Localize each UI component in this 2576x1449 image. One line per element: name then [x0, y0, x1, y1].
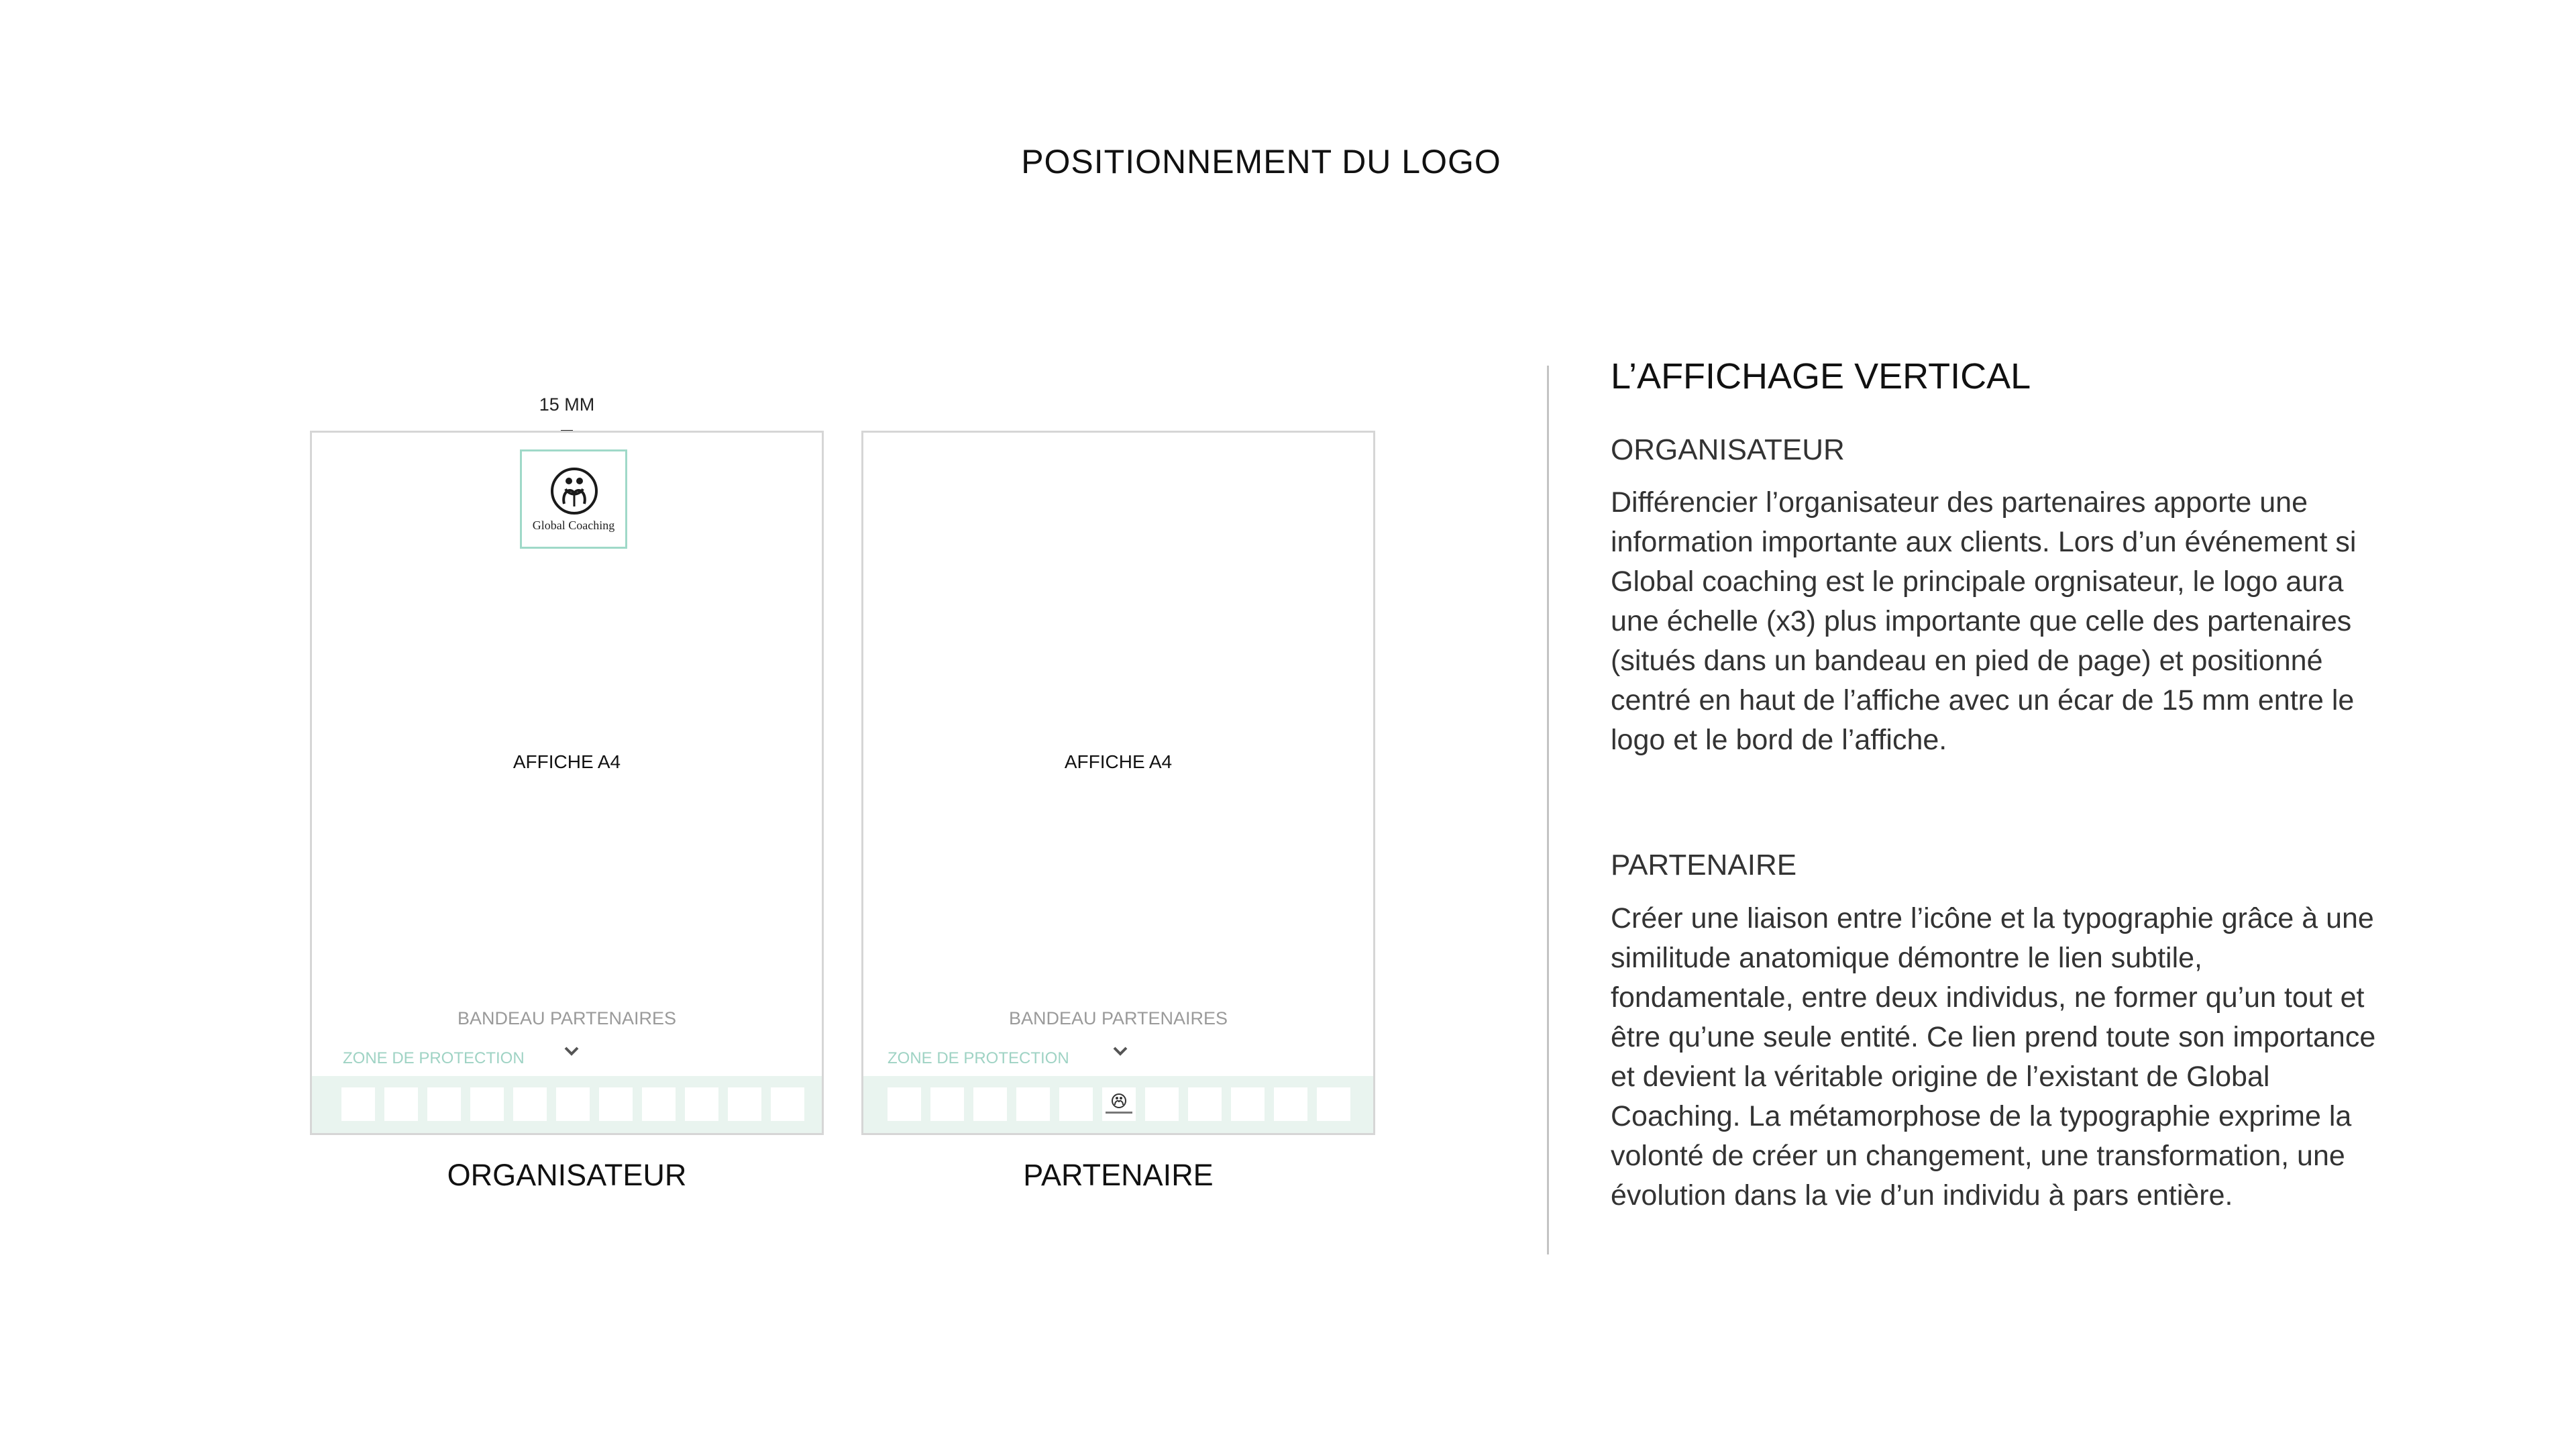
partner-slot	[1188, 1087, 1222, 1121]
partner-slot	[685, 1087, 718, 1121]
partner-slot	[888, 1087, 921, 1121]
global-coaching-mini-logo-icon	[1111, 1093, 1127, 1109]
page-title: POSITIONNEMENT DU LOGO	[1021, 143, 1501, 180]
partner-slot	[470, 1087, 504, 1121]
subheading-organisateur: ORGANISATEUR	[1611, 433, 1845, 466]
partner-slot	[384, 1087, 418, 1121]
partner-slot	[513, 1087, 547, 1121]
partner-slot	[771, 1087, 804, 1121]
poster-partenaire	[861, 431, 1375, 1135]
chevron-down-icon	[1109, 1040, 1132, 1063]
partner-band	[863, 1076, 1373, 1133]
measure-label: 15 MM	[539, 394, 595, 415]
poster-organisateur	[310, 431, 824, 1135]
partner-slot	[1274, 1087, 1307, 1121]
global-coaching-logo-icon	[549, 466, 599, 516]
zone-label: ZONE DE PROTECTION	[888, 1049, 1069, 1067]
chevron-down-icon	[560, 1040, 583, 1063]
logo-protection-frame	[520, 449, 627, 549]
partner-slot	[427, 1087, 461, 1121]
partner-slot	[1016, 1087, 1050, 1121]
section-heading: L’AFFICHAGE VERTICAL	[1611, 356, 2031, 396]
partner-band	[312, 1076, 822, 1133]
partner-slot	[728, 1087, 761, 1121]
caption-partenaire: PARTENAIRE	[1023, 1158, 1214, 1192]
partner-slot	[1317, 1087, 1350, 1121]
band-label: BANDEAU PARTENAIRES	[1008, 1008, 1228, 1028]
band-label: BANDEAU PARTENAIRES	[457, 1008, 677, 1028]
partner-slot	[973, 1087, 1007, 1121]
partner-slot	[341, 1087, 375, 1121]
poster-format-label: AFFICHE A4	[513, 751, 621, 772]
paragraph-partenaire: Créer une liaison entre l’icône et la typographie grâce à une similitude anatomique démontre le lien subtile, fondamentale, entre deux individus, ne former qu’un tout et être qu’une seule entité. Ce lien prend toute son importance et devient la véritable origine de l’existant de Global Coaching. La métamorphose de la typographie exprime la volonté de créer un changement, une transformation, une évolution dans la vie d’un individu à pars entière.	[1611, 902, 2376, 1212]
subheading-partenaire: PARTENAIRE	[1611, 849, 1797, 881]
partner-slot	[642, 1087, 676, 1121]
zone-label: ZONE DE PROTECTION	[343, 1049, 525, 1067]
partner-slot	[599, 1087, 633, 1121]
partner-slot	[930, 1087, 964, 1121]
logo-wordmark: Global Coaching	[532, 519, 615, 532]
mini-logo-wordmark-line	[1106, 1112, 1132, 1114]
partner-slot	[1145, 1087, 1179, 1121]
partner-slot	[1059, 1087, 1093, 1121]
paragraph-organisateur: Différencier l’organisateur des partenaires apporte une information importante aux clients. Lors d’un événement si Global coaching est le principale orgnisateur, le logo aura une échelle (x3) plus importante que celle des partenaires (situés dans un bandeau en pied de page) et positionné centré en haut de l’affiche avec un écar de 15 mm entre le logo et le bord de l’affiche.	[1611, 486, 2357, 756]
partner-slot	[1231, 1087, 1265, 1121]
partner-slot-logo	[1102, 1087, 1136, 1121]
poster-format-label: AFFICHE A4	[1064, 751, 1173, 772]
vertical-divider	[1547, 366, 1549, 1254]
caption-organisateur: ORGANISATEUR	[447, 1158, 687, 1192]
partner-slot	[556, 1087, 590, 1121]
